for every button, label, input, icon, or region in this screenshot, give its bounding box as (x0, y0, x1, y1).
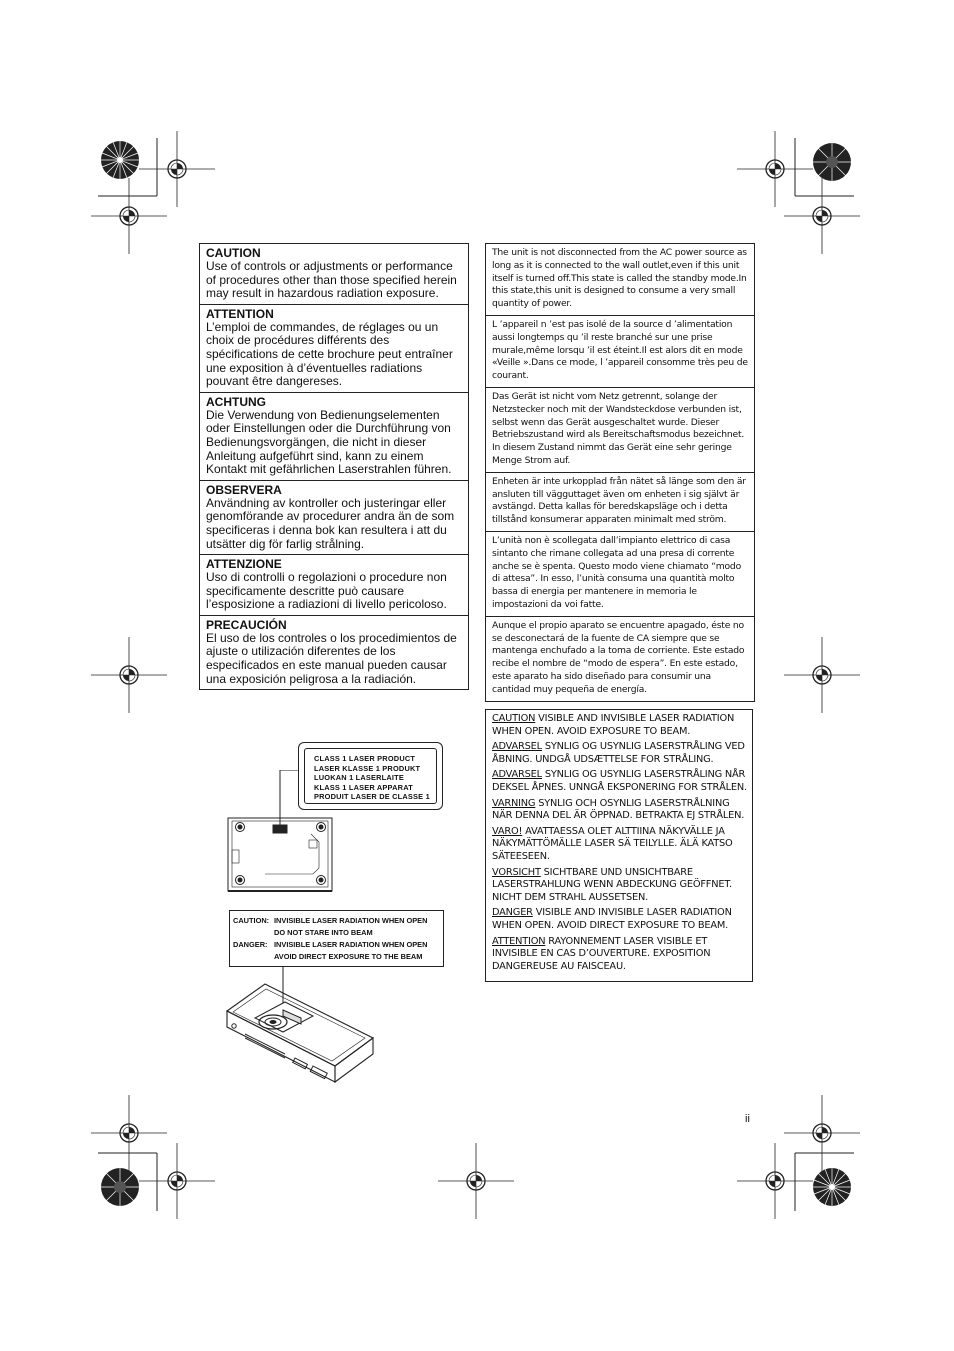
laser-warning (492, 798, 747, 823)
caution-section-es (200, 616, 468, 689)
laser-warning (492, 741, 747, 766)
section-text: Die Verwendung von Bedienungselementen oder Einstellungen oder die Durchführung von Bedienungsvorgängen, die nicht in dieser Anleitung aufgeführt sind, kann zu einem Kontakt mit gefährlichen Laserstrahlen führen. (206, 407, 452, 477)
laser-warning (492, 867, 747, 905)
section-heading: ATTENZIONE (206, 557, 282, 572)
beam-warning-label (229, 910, 444, 967)
caution-section-sv (200, 481, 468, 555)
section-text: El uso de los controles o los procedimientos de ajuste o utilización diferentes de los especificados en este manual pueden causar una exposición peligrosa a la radiación. (206, 630, 457, 686)
page-number: ii (745, 1113, 750, 1125)
warning-text: SYNLIG OG USYNLIG LASERSTRÅLING VED ÅBNING. UNDGÅ UDSÆTTELSE FOR STRÅLING. (492, 741, 745, 765)
beam-label-row (233, 927, 443, 939)
beam-label-line: DO NOT STARE INTO BEAM (274, 928, 373, 937)
laser-warning (492, 769, 747, 794)
warning-keyword: CAUTION (492, 713, 536, 724)
standby-mode-notes (485, 243, 755, 702)
warning-text: SYNLIG OG USYNLIG LASERSTRÅLING NÅR DEKSEL ÅPNES. UNNGÅ EKSPONERING FOR STRÅLEN. (492, 769, 747, 793)
standby-note: L’unità non è scollegata dall’impianto elettrico di casa sintanto che rimane collegata ad una presa di corrente anche se è spenta. Questo modo viene chiamato “modo di attesa”. In esso, l’unità consuma una quantità molto bassa di energia per mantenere in memoria le impostazioni da voi fatte. (486, 532, 754, 617)
laser-warning (492, 713, 747, 738)
section-heading: CAUTION (206, 246, 261, 260)
caution-section-de (200, 393, 468, 481)
beam-label-line: INVISIBLE LASER RADIATION WHEN OPEN (274, 940, 428, 949)
section-heading: PRECAUCIÓN (206, 617, 287, 632)
warning-keyword: VARNING (492, 797, 536, 809)
warning-text: AVATTAESSA OLET ALTTIINA NÄKYVÄLLE JA NÄKYMÄTTÖMÄLLE LASER SÄ TEILYLLE. ÄLÄ KATSO SÄTEESEEN. (492, 825, 733, 862)
standby-note: Enheten är inte urkopplad från nätet så länge som den är ansluten till vägguttaget även om enheten i sig självt är avstängd. Detta kallas för beredskapsläge och i detta tillstånd konsumerar apparaten minimalt med ström. (486, 473, 754, 532)
warning-text: SYNLIG OCH OSYNLIG LASERSTRÅLNING NÄR DENNA DEL ÄR ÖPPNAD. BETRAKTA EJ STRÅLEN. (492, 797, 745, 822)
label-line: LASER KLASSE 1 PRODUKT (314, 763, 421, 773)
section-text: Användning av kontroller och justeringar eller genomförande av procedurer andra än de som specificeras i denna bok kan resultera i att du utsätter dig för farlig strålning. (206, 495, 455, 551)
label-line: LUOKAN 1 LASERLAITE (314, 773, 405, 783)
beam-label-line: AVOID DIRECT EXPOSURE TO THE BEAM (274, 952, 423, 961)
standby-note: L ’appareil n ’est pas isolé de la source d ’alimentation aussi longtemps qu ’il reste branché sur une prise murale,même lorsqu ’il est éteint.Il est alors dit en mode «Veille ».Dans ce mode, l ’appareil consomme très peu de courant. (486, 316, 754, 388)
warning-keyword: VORSICHT (492, 866, 541, 878)
warning-text: RAYONNEMENT LASER VISIBLE ET INVISIBLE EN CAS D’OUVERTURE. EXPOSITION DANGEREUSE AU FAISCEAU. (492, 935, 711, 972)
open-unit-illustration (225, 966, 375, 1086)
warning-text: VISIBLE AND INVISIBLE LASER RADIATION WHEN OPEN. AVOID DIRECT EXPOSURE TO BEAM. (492, 907, 732, 931)
laser-caution-box (199, 243, 469, 690)
laser-warning (492, 936, 747, 974)
beam-label-line: INVISIBLE LASER RADIATION WHEN OPEN (274, 916, 428, 925)
standby-note: Das Gerät ist nicht vom Netz getrennt, solange der Netzstecker noch mit der Wandsteckdose verbunden ist, selbst wenn das Gerät ausgeschaltet wurde. Dieser Betriebszustand wird als Bereitschaftsmodus bezeichnet. In diesem Zustand nimmt das Gerät eine sehr geringe Menge Strom auf. (486, 388, 754, 473)
standby-note: The unit is not disconnected from the AC power source as long as it is connected to the wall outlet,even if this unit itself is turned off.This state is called the standby mode.In this state,this unit is designed to consume a very small quantity of power. (486, 244, 754, 316)
warning-keyword: DANGER (492, 907, 533, 919)
warning-keyword: VARO! (492, 825, 523, 837)
label-line: PRODUIT LASER DE CLASSE 1 (314, 792, 430, 802)
section-text: Use of controls or adjustments or performance of procedures other than those specified herein may result in hazardous radiation exposure. (206, 259, 457, 301)
laser-warning (492, 826, 747, 864)
beam-label-prefix: CAUTION: (233, 916, 270, 925)
caution-section-en (200, 244, 468, 305)
caution-section-fr (200, 305, 468, 393)
warning-keyword: ADVARSEL (492, 741, 542, 753)
section-heading: OBSERVERA (206, 482, 282, 497)
beam-label-prefix: DANGER: (233, 940, 268, 949)
standby-note: Aunque el propio aparato se encuentre apagado, éste no se desconectará de la fuente de CA siempre que se mantenga enchufado a la toma de corriente. Este estado recibe el nombre de “modo de espera”. En este estado, este aparato ha sido diseñado para consumir una cantidad muy pequeña de energía. (492, 619, 745, 695)
section-heading: ACHTUNG (206, 394, 266, 409)
laser-warnings-box (485, 709, 753, 982)
section-text: L’emploi de commandes, de réglages ou un choix de procédures différents des spécifications de cette brochure peut entraîner une exposition à d’éventuelles radiations pouvant être dangereses. (206, 319, 453, 389)
warning-keyword: ATTENTION (492, 935, 546, 947)
label-line: CLASS 1 LASER PRODUCT (314, 754, 416, 763)
beam-label-row (233, 951, 443, 963)
beam-label-row (233, 939, 443, 951)
section-text: Uso di controlli o regolazioni o procedure non specificamente descritte può causare l’esposizione a radiazioni di livello pericoloso. (206, 570, 447, 612)
warning-text: VISIBLE AND INVISIBLE LASER RADIATION WHEN OPEN. AVOID EXPOSURE TO BEAM. (492, 713, 735, 737)
beam-label-row (233, 915, 443, 927)
section-heading: ATTENTION (206, 306, 274, 321)
warning-keyword: ADVARSEL (492, 769, 542, 781)
laser-warning (492, 907, 747, 932)
label-line: KLASS 1 LASER APPARAT (314, 782, 413, 792)
rear-panel-illustration (225, 770, 340, 898)
warning-text: SICHTBARE UND UNSICHTBARE LASERSTRAHLUNG WENN ABDECKUNG GEÖFFNET. NICHT DEM STRAHL AUSSETSEN. (492, 866, 732, 903)
caution-section-it (200, 555, 468, 616)
